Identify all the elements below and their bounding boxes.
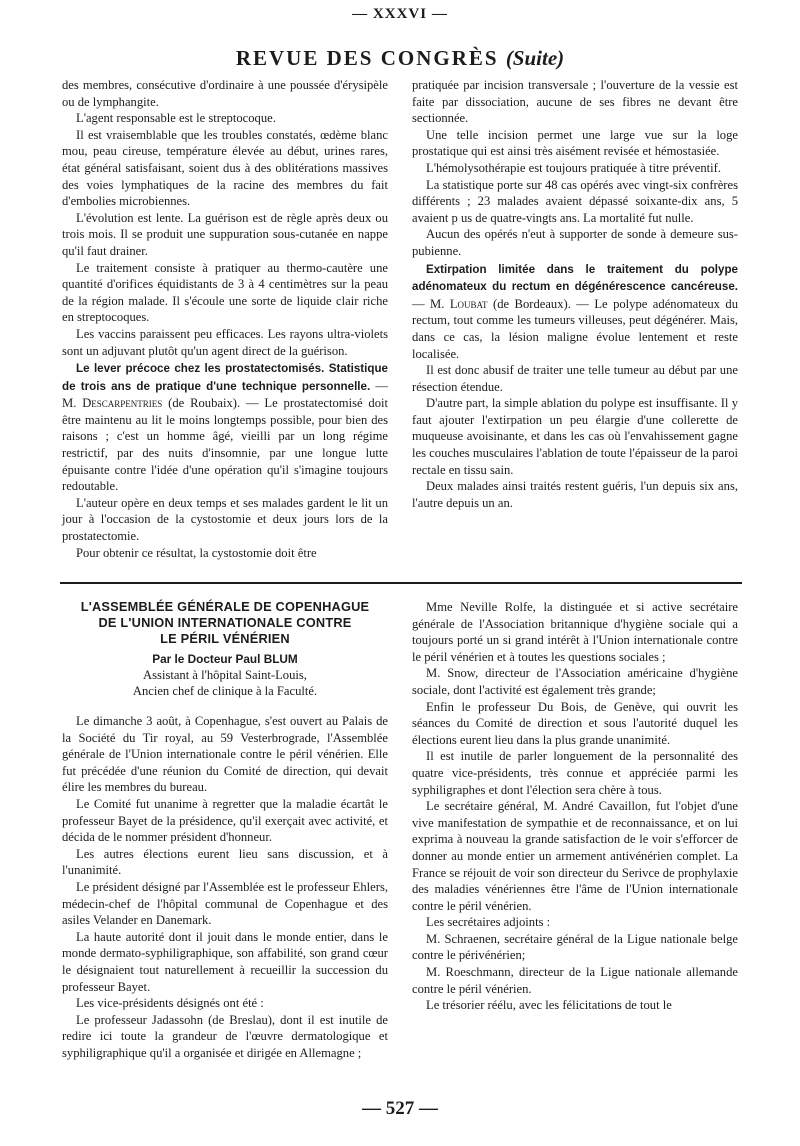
running-title-suite: (Suite): [505, 46, 565, 70]
article-affiliation: [62, 667, 388, 699]
paragraph: D'autre part, la simple ablation du polype est insuffisante. Il y faut ajouter l'extirpation un peu élargie d'une collerette de muqueuse avoisinante, et dans les cas où l'envahissement gagne les couches musculaires l'ablation de toute l'épaisseur de la paroi rectale en tissu sain.: [412, 396, 738, 477]
paragraph: L'agent responsable est le streptocoque.: [76, 111, 276, 126]
running-title: [0, 46, 800, 71]
paragraph: L'auteur opère en deux temps et ses malades gardent le lit un jour à l'occasion de la cystostomie et deux jours lors de la prostatectomie.: [62, 495, 388, 544]
running-title-text: REVUE DES CONGRÈS: [235, 46, 499, 70]
paragraph: Le président désigné par l'Assemblée est le professeur Ehlers, médecin-chef de l'hôpital communal de Copenhague et des asiles Velander en Danemark.: [62, 879, 388, 928]
paragraph: La haute autorité dont il jouit dans le monde entier, dans le monde dermato-syphiligraphique, son affabilité, son grand cœur le désignaient tout naturellement à recueillir la succession du professeur Bayet.: [62, 929, 388, 994]
paragraph: Les autres élections eurent lieu sans discussion, et à l'unanimité.: [62, 846, 388, 878]
paragraph: Le traitement consiste à pratiquer au thermo-cautère une quantité d'orifices équidistants de 3 à 4 centimètres sur la peau de la région malade. Il s'écoule une sorte de liquide clair riche en streptocoques.: [62, 260, 388, 325]
section-paragraph: [412, 261, 738, 363]
article-title-line: L'ASSEMBLÉE GÉNÉRALE DE COPENHAGUE: [80, 599, 370, 614]
section-dash: — M.: [62, 378, 388, 411]
paragraph: Le dimanche 3 août, à Copenhague, s'est ouvert au Palais de la Société du Tir royal, au 59 Vesterbrograde, l'Assemblée générale de l'Union internationale contre le péril vénérien. Elle fut précédée d'une réunion du Comité de direction, qui devait élire les membres du bureau.: [62, 714, 388, 795]
article-byline: Par le Docteur Paul BLUM: [152, 652, 298, 666]
section-author: Loubat: [449, 296, 488, 311]
paragraph: Le trésorier réélu, avec les félicitations de tout le: [426, 998, 672, 1013]
section-dash: — M.: [412, 296, 450, 311]
paragraph: Une telle incision permet une large vue sur la loge prostatique qui est ainsi très aisément revisée et hémostasiée.: [412, 127, 738, 159]
section-author: Descarpentries: [82, 396, 163, 411]
paragraph: Deux malades ainsi traités restent guéris, l'un depuis six ans, l'autre depuis un an.: [412, 479, 738, 510]
paragraph: Il est donc abusif de traiter une telle tumeur au début par une résection étendue.: [412, 363, 738, 394]
affiliation-line: Assistant à l'hôpital Saint-Louis,: [143, 668, 307, 682]
article-title: [62, 599, 388, 647]
paragraph: Les vaccins paraissent peu efficaces. Les rayons ultra-violets sont un adjuvant plutôt qu'un agent direct de la guérison.: [62, 326, 388, 358]
section-heading: Le lever précoce chez les prostatectomisés. Statistique de trois ans de pratique d'une technique personnelle.: [62, 362, 388, 393]
bottom-right-column: [412, 599, 738, 1014]
paragraph: Aucun des opérés n'eut à supporter de sonde à demeure sus-pubienne.: [412, 227, 738, 258]
top-left-column: [62, 77, 388, 561]
section-divider: [60, 582, 742, 584]
paragraph: M. Schraenen, secrétaire général de la Ligue nationale belge contre le périvénérien;: [412, 931, 738, 963]
paragraph: Le secrétaire général, M. André Cavaillon, fut l'objet d'une vive manifestation de sympathie et de reconnaissance, et on lui exprima à nouveau la grande satisfaction de le voir s'efforcer de donner au monde entier un armement antivénérien complet. La France se réjouit de voir son directeur du Serivce de prophylaxie des maladies vénériennes être l'âme de l'Union internationale contre le péril vénérien.: [412, 799, 738, 913]
paragraph: Les vice-présidents désignés ont été :: [76, 996, 264, 1011]
section-text: (de Roubaix). — Le prostatectomisé doit être maintenu au lit le moins longtemps possible, pour bien des raisons ; c'est un homme âgé, vieilli par un long régime restrictif, par des nuits d'insomnie, par une longue lutte épuisante contre l'idée d'une opération qu'il s'imagine toujours redoutable.: [62, 396, 388, 494]
paragraph: Il est vraisemblable que les troubles constatés, œdème blanc mou, peau cireuse, température élevée au début, urines rares, état général satisfaisant, soient dus à des oblitérations massives des voies lymphatiques de la racine des membres du fait d'embolies microbiennes.: [62, 127, 388, 209]
paragraph: des membres, consécutive d'ordinaire à une poussée d'érysipèle ou de lymphangite.: [62, 78, 388, 109]
article-title-line: DE L'UNION INTERNATIONALE CONTRE: [98, 615, 352, 630]
article-title-line: LE PÉRIL VÉNÉRIEN: [160, 631, 290, 646]
paragraph: Les secrétaires adjoints :: [426, 915, 551, 930]
paragraph: M. Roeschmann, directeur de la Ligue nationale allemande contre le péril vénérien.: [412, 965, 738, 996]
section-heading: Extirpation limitée dans le traitement du polype adénomateux du rectum en dégénérescence cancéreuse.: [412, 262, 738, 294]
paragraph: M. Snow, directeur de l'Association américaine d'hygiène sociale, dont l'activité est également très grande;: [412, 666, 738, 697]
paragraph: Pour obtenir ce résultat, la cystostomie doit être: [76, 545, 317, 560]
section-text: (de Bordeaux). — Le polype adénomateux du rectum, tout comme les tumeurs villeuses, peut dégénérer. Mais, dans ce cas, la lésion maligne évolue lentement et reste localisée.: [412, 296, 738, 361]
paragraph: Enfin le professeur Du Bois, de Genève, qui ouvrit les séances du Comité de direction et sous l'autorité duquel les élections eurent lieu dans la plus grande unanimité.: [412, 699, 738, 747]
top-right-column: [412, 77, 738, 511]
bottom-left-column: [62, 713, 388, 1061]
paragraph: L'hémolysothérapie est toujours pratiquée à titre préventif.: [426, 160, 721, 175]
paragraph: Il est inutile de parler longuement de la personnalité des quatre vice-présidents, très connue et appréciée parmi les syphiligraphes et dont l'élection sera chère à tous.: [412, 749, 738, 797]
roman-page-number: — XXXVI —: [352, 6, 448, 22]
paragraph: Le Comité fut unanime à regretter que la maladie écartât le professeur Bayet de la présidence, qu'il exerçait avec activité, et décida de le nommer président d'honneur.: [62, 796, 388, 845]
paragraph: L'évolution est lente. La guérison est de règle après deux ou trois mois. Il se produit une suppuration sous-cutanée en nappe qu'il faut drainer.: [62, 210, 388, 258]
paragraph: pratiquée par incision transversale ; l'ouverture de la vessie est faite par dissociation, aucune de ses fibres ne devant être sectionnée.: [412, 78, 738, 126]
page-number: — 527 —: [362, 1098, 438, 1119]
section-paragraph: [62, 360, 388, 495]
paragraph: Le professeur Jadassohn (de Breslau), dont il est inutile de redire ici toute la grandeur de l'œuvre dermatologique et syphiligraphique qu'il a organisée et dirigée en Allemagne ;: [62, 1012, 388, 1060]
paragraph: La statistique porte sur 48 cas opérés avec vingt-six confrères différents ; 23 malades avaient dépassé soixante-dix ans, 5 avaient p us de quatre-vingts ans. La mortalité fut nulle.: [412, 177, 738, 225]
paragraph: Mme Neville Rolfe, la distinguée et si active secrétaire générale de l'Association britannique d'hygiène sociale qui a toujours porté un si grand intérêt à l'Union internationale contre le péril vénérien et à toutes les questions sociales ;: [412, 600, 738, 664]
affiliation-line: Ancien chef de clinique à la Faculté.: [132, 684, 318, 698]
